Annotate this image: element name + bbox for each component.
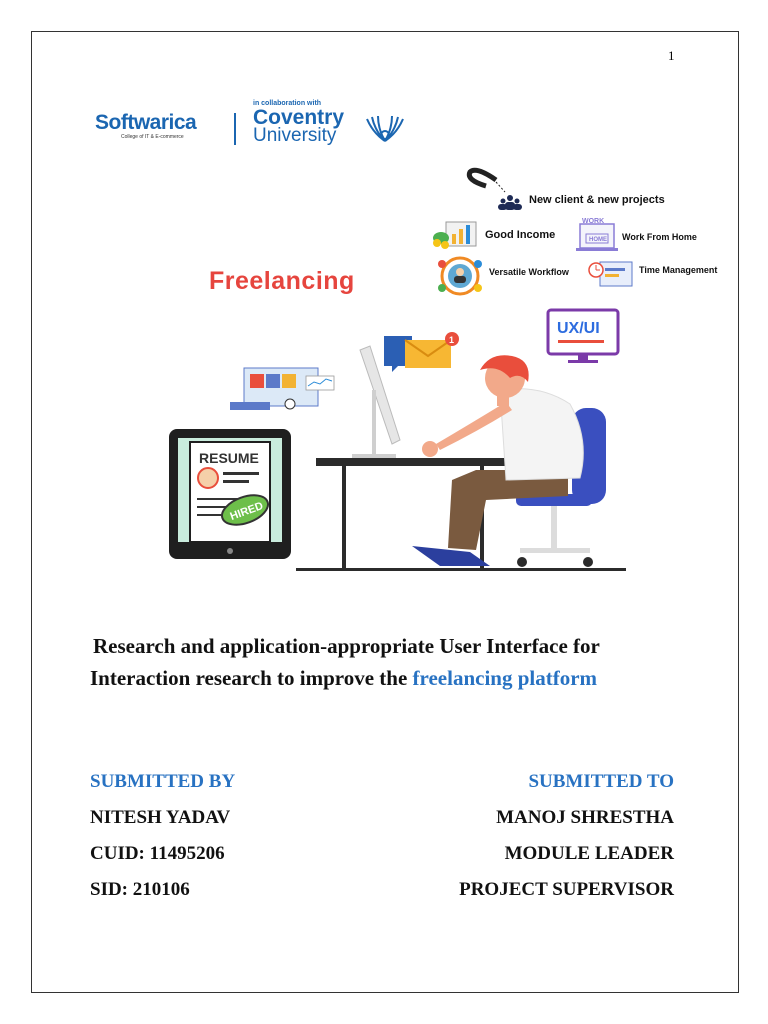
money-chart-icon [433, 222, 476, 249]
collab-text: in collaboration with [253, 100, 322, 107]
email-notification-icon [384, 332, 459, 372]
supervisor-name: MANOJ SHRESTHA [496, 807, 674, 828]
workflow-icon [438, 258, 482, 294]
people-group-icon [498, 195, 522, 210]
softwarica-subtitle: College of IT & E-commerce [121, 134, 184, 140]
title-line-2-prefix: Interaction research to improve the [90, 666, 413, 690]
feature-new-client: New client & new projects [529, 194, 665, 206]
ux-ui-monitor-icon [548, 310, 618, 363]
coventry-name: Coventry [253, 106, 345, 129]
hired-label: HIRED [228, 500, 265, 523]
ux-ui-label: UX/UI [557, 320, 600, 337]
dashboard-widget-icon [230, 368, 334, 410]
softwarica-name: Softwarica [95, 111, 197, 134]
supervisor-role-1: MODULE LEADER [504, 843, 674, 864]
home-label: HOME [589, 237, 607, 243]
title-line-2-accent: freelancing platform [412, 666, 598, 690]
student-cuid: CUID: 11495206 [90, 843, 225, 864]
resume-label: RESUME [199, 450, 259, 466]
work-label: WORK [582, 218, 605, 225]
supervisor-role-2: PROJECT SUPERVISOR [459, 879, 674, 900]
student-name: NITESH YADAV [90, 807, 231, 828]
feature-good-income: Good Income [485, 229, 556, 241]
feature-time-management: Time Management [639, 265, 718, 275]
submitted-by-heading: SUBMITTED BY [90, 771, 236, 792]
submitted-to-block [459, 769, 674, 913]
feature-work-from-home: Work From Home [622, 232, 697, 242]
resume-tablet-icon [169, 429, 291, 559]
notification-count: 1 [449, 335, 455, 345]
coventry-university: University [253, 125, 337, 146]
document-title [90, 630, 690, 694]
student-sid: SID: 210106 [90, 879, 190, 900]
freelancing-heading: Freelancing [209, 267, 355, 295]
submitted-to-heading: SUBMITTED TO [528, 771, 674, 792]
feature-versatile-workflow: Versatile Workflow [489, 267, 569, 277]
title-line-1: Research and application-appropriate User Interface for [93, 634, 600, 658]
magnet-icon [469, 170, 505, 192]
work-from-home-icon [576, 218, 618, 251]
time-management-icon [589, 262, 632, 286]
page-number: 1 [668, 48, 675, 63]
submitted-by-block [90, 769, 235, 913]
